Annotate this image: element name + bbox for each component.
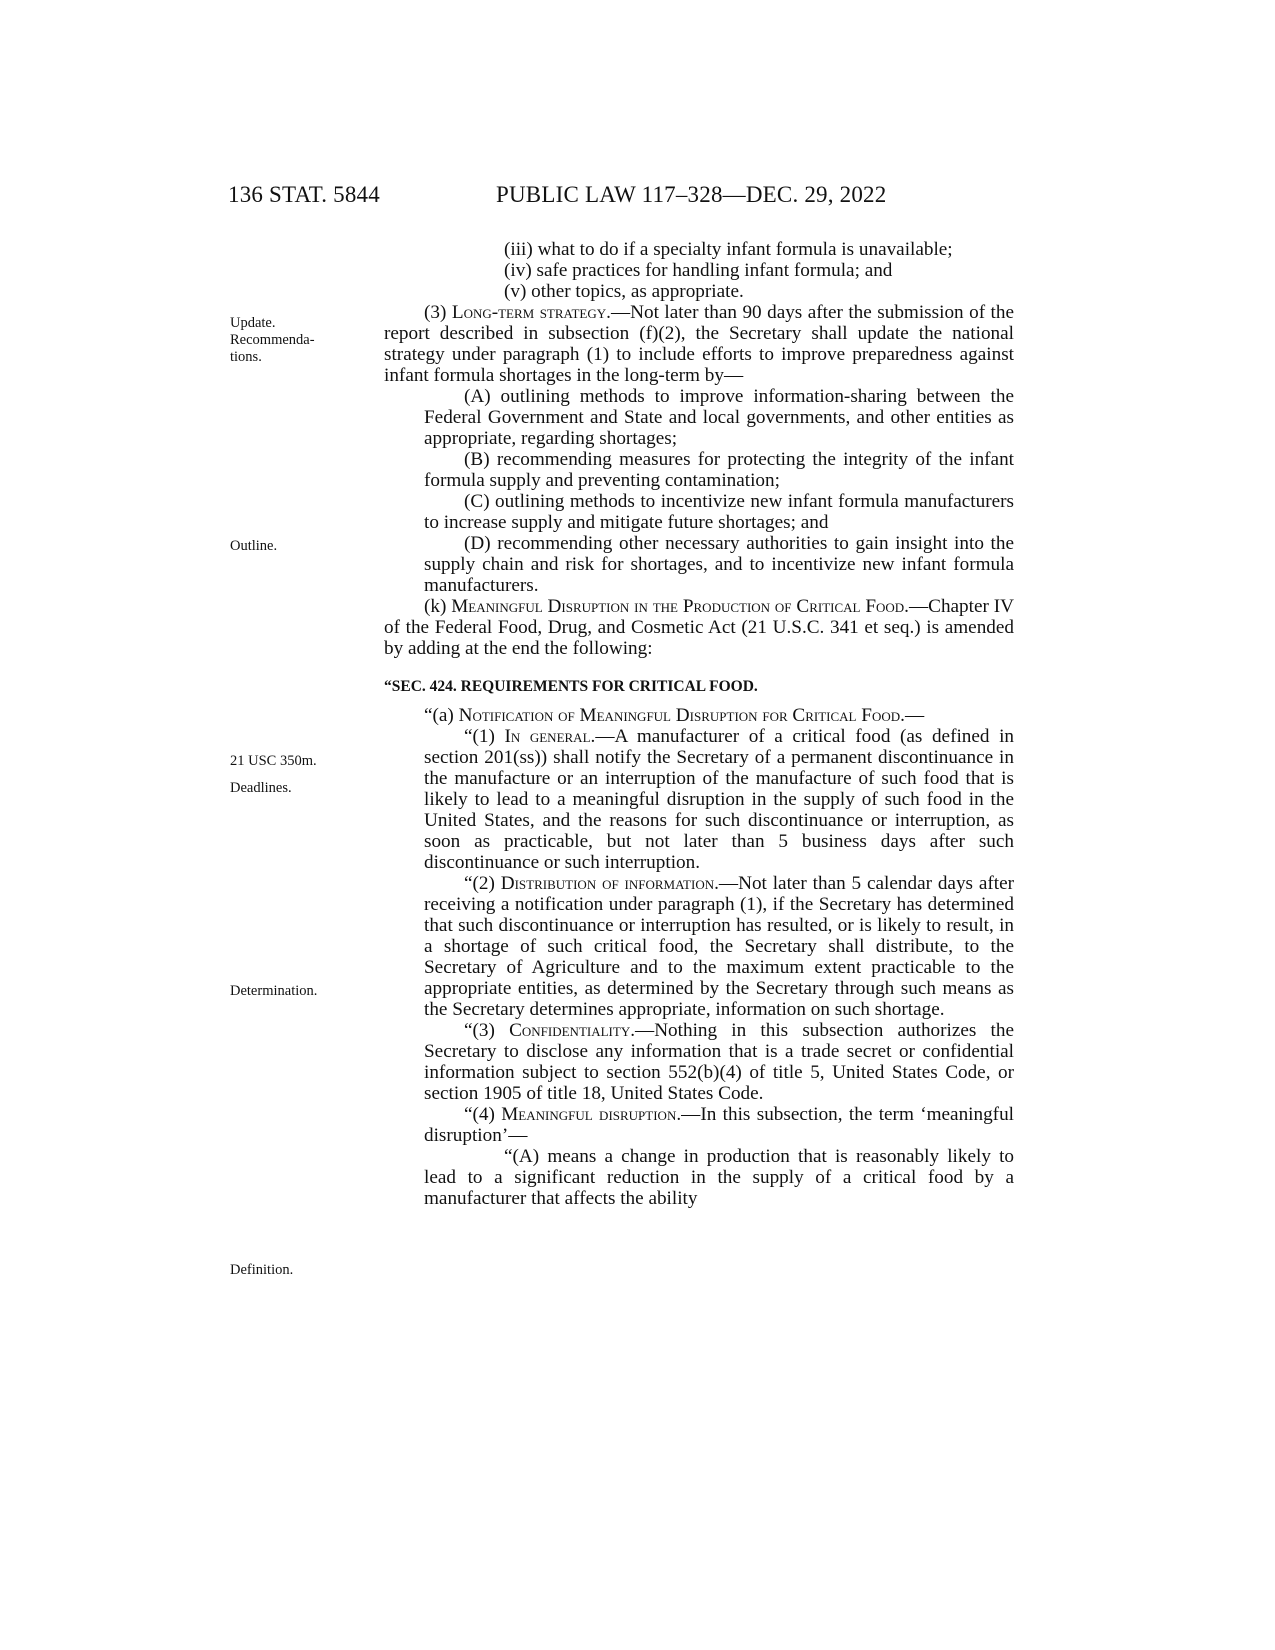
statute-body xyxy=(384,239,1014,1209)
subsection-number: (k) xyxy=(424,596,452,617)
subsection-a xyxy=(384,705,1014,726)
paragraph-number: “(3) xyxy=(464,1020,510,1041)
paragraph-text: .—Not later than 90 days after the submission of the report described in subsection (f)(2), the Secretary shall update the national strategy under paragraph (1) to include efforts to improve preparedness against infant formula shortages in the long-term by— xyxy=(384,302,1014,386)
section-424-heading: “SEC. 424. REQUIREMENTS FOR CRITICAL FOOD. xyxy=(384,678,758,695)
paragraph-3-confidentiality xyxy=(384,1020,1014,1104)
margin-note-definition: Definition. xyxy=(230,1262,294,1278)
clause-iv: (iv) safe practices for handling infant formula; and xyxy=(504,260,893,281)
paragraph-number: “(2) xyxy=(464,873,501,894)
paragraph-heading: Distribution of information xyxy=(500,873,715,894)
subsection-heading: Meaningful Disruption in the Production of Critical Food xyxy=(451,596,905,617)
clause-iii: (iii) what to do if a specialty infant formula is unavailable; xyxy=(504,239,953,260)
paragraph-text: .—Nothing in this subsection authorizes the Secretary to disclose any information that is a trade secret or confidential information subject to section 552(b)(4) of title 5, United States Code, or section 1905 of title 18, United States Code. xyxy=(424,1020,1014,1104)
paragraph-3-long-term-strategy xyxy=(384,302,1014,386)
subparagraph-A: (A) outlining methods to improve information-sharing between the Federal Government and State and local governments, and other entities as appropriate, regarding shortages; xyxy=(424,386,1014,449)
subsection-k xyxy=(384,596,1014,659)
margin-note-outline: Outline. xyxy=(230,538,278,554)
paragraph-text: .—In this subsection, the term ‘meaningful disruption’— xyxy=(424,1104,1014,1146)
paragraph-2-distribution xyxy=(384,873,1014,1020)
subsection-text: .— xyxy=(900,705,925,726)
paragraph-text: .—Not later than 5 calendar days after receiving a notification under paragraph (1), if the Secretary has determined that such discontinuance or interruption has resulted, or is likely to result, in a shortage of such critical food, the Secretary shall distribute, to the Secretary of Agriculture and to the maximum extent practicable to the appropriate entities, as determined by the Secretary through such means as the Secretary determines appropriate, information on such shortage. xyxy=(424,873,1015,1020)
stat-page-number: 136 STAT. 5844 xyxy=(228,182,380,207)
subparagraph-D: (D) recommending other necessary authorities to gain insight into the supply chain and risk for shortages, and to incentivize new infant formula manufacturers. xyxy=(424,533,1014,596)
subparagraph-C: (C) outlining methods to incentivize new infant formula manufacturers to increase supply and mitigate future shortages; and xyxy=(424,491,1014,533)
paragraph-text: .—A manufacturer of a critical food (as defined in section 201(ss)) shall notify the Secretary of a permanent discontinuance in the manufacture or an interruption of the manufacture of such food that is likely to lead to a meaningful disruption in the supply of such food in the United States, and the reasons for such discontinuance or interruption, as soon as practicable, but not later than 5 business days after such discontinuance or such interruption. xyxy=(424,726,1015,873)
subsection-heading: Notification of Meaningful Disruption for Critical Food xyxy=(458,705,901,726)
subparagraph-4-A: “(A) means a change in production that is reasonably likely to lead to a significant reduction in the supply of a critical food by a manufacturer that affects the ability xyxy=(424,1146,1014,1209)
paragraph-heading: Long-term strategy xyxy=(451,302,607,323)
clause-v: (v) other topics, as appropriate. xyxy=(504,281,744,302)
running-header: PUBLIC LAW 117–328—DEC. 29, 2022 xyxy=(496,182,887,207)
paragraph-heading: In general xyxy=(504,726,591,747)
paragraph-number: (3) xyxy=(424,302,452,323)
paragraph-heading: Meaningful disruption xyxy=(501,1104,677,1125)
subsection-number: “(a) xyxy=(424,705,459,726)
subparagraph-B: (B) recommending measures for protecting the integrity of the infant formula supply and preventing contamination; xyxy=(424,449,1014,491)
paragraph-number: “(1) xyxy=(464,726,505,747)
paragraph-number: “(4) xyxy=(464,1104,502,1125)
paragraph-1-in-general xyxy=(384,726,1014,873)
margin-note-deadlines: Deadlines. xyxy=(230,780,292,796)
margin-note-determination: Determination. xyxy=(230,983,318,999)
paragraph-heading: Confidentiality xyxy=(509,1020,631,1041)
margin-note-update: Update. Recommenda- tions. xyxy=(230,315,315,365)
paragraph-4-meaningful-disruption xyxy=(384,1104,1014,1146)
margin-note-usc: 21 USC 350m. xyxy=(230,753,317,769)
subsection-text: .—Chapter IV of the Federal Food, Drug, and Cosmetic Act (21 U.S.C. 341 et seq.) is amended by adding at the end the following: xyxy=(384,596,1014,659)
